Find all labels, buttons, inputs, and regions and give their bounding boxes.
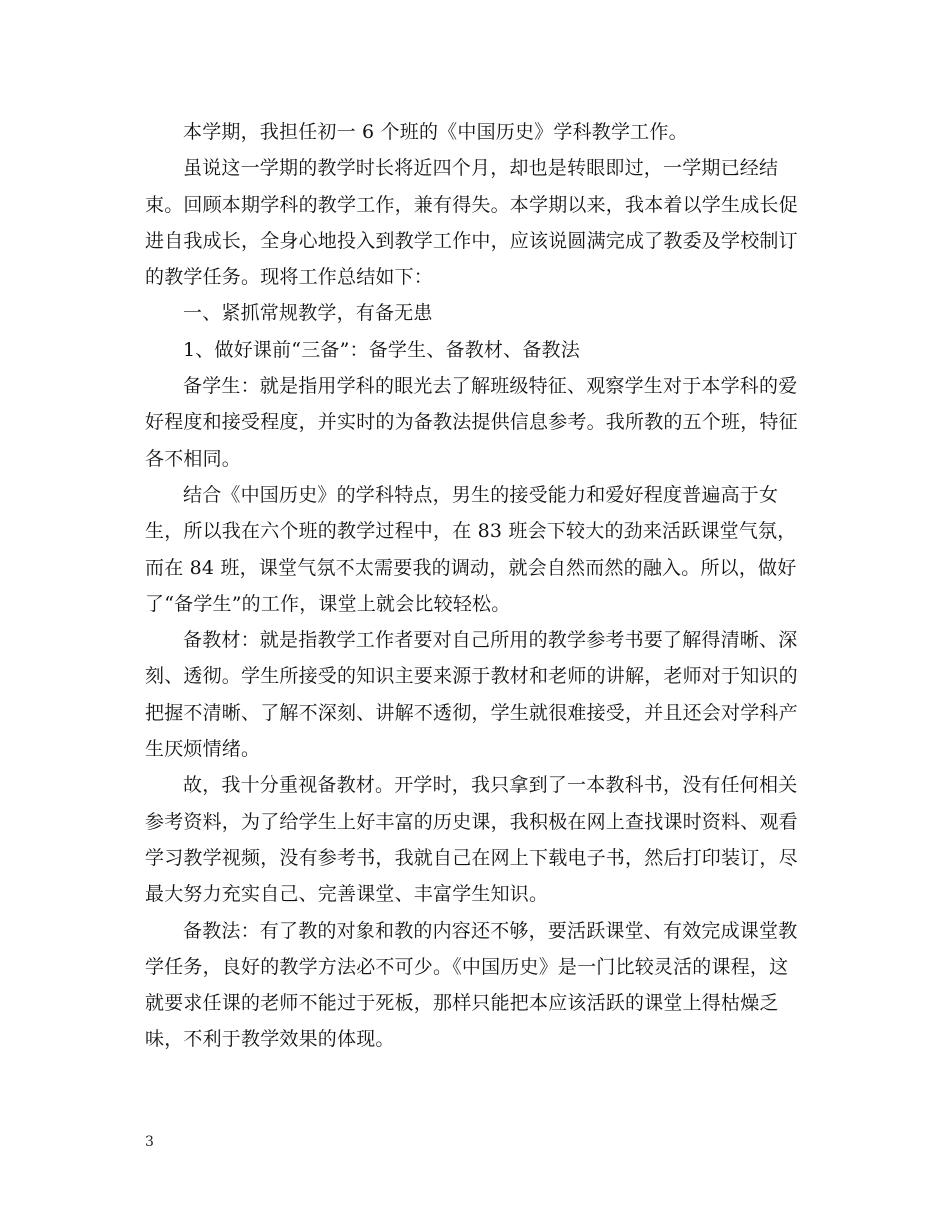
paragraph-material-preparation-details: 故，我十分重视备教材。开学时，我只拿到了一本教科书，没有任何相关参考资料，为了给学生上好丰富的历史课，我积极在网上查找课时资料、观看学习教学视频，没有参考书，我就自己在网上下载电子书，然后打印装订，尽最大努力充实自己、完善课堂、丰富学生知识。 [145, 774, 798, 906]
paragraph-class-characteristics: 结合《中国历史》的学科特点，男生的接受能力和爱好程度普遍高于女生，所以我在六个班的教学过程中，在 83 班会下较大的劲来活跃课堂气氛，而在 84 班，课堂气氛不太需要我的调动，就会自然而然的融入。所以，做好了“备学生”的工作，课堂上就会比较轻松。 [145, 483, 797, 615]
page-number: 3 [145, 1134, 154, 1150]
paragraph-prepare-students: 备学生：就是指用学科的眼光去了解班级特征、观察学生对于本学科的爱好程度和接受程度，并实时的为备教法提供信息参考。我所教的五个班，特征各不相同。 [145, 375, 798, 470]
section-heading: 一、紧抓常规教学，有备无患 [183, 302, 433, 325]
paragraph-overview: 虽说这一学期的教学时长将近四个月，却也是转眼即过，一学期已经结束。回顾本期学科的教学工作，兼有得失。本学期以来，我本着以学生成长促进自我成长，全身心地投入到教学工作中，应该说圆满完成了教委及学校制订的教学任务。现将工作总结如下： [145, 157, 798, 289]
subsection-heading: 1、做好课前“三备”：备学生、备教材、备教法 [183, 338, 580, 361]
paragraph-prepare-materials: 备教材：就是指教学工作者要对自己所用的教学参考书要了解得清晰、深刻、透彻。学生所接受的知识主要来源于教材和老师的讲解，老师对于知识的把握不清晰、了解不深刻、讲解不透彻，学生就很难接受，并且还会对学科产生厌烦情绪。 [145, 629, 798, 761]
paragraph-intro: 本学期，我担任初一 6 个班的《中国历史》学科教学工作。 [183, 121, 688, 143]
paragraph-prepare-methods: 备教法：有了教的对象和教的内容还不够，要活跃课堂、有效完成课堂教学任务，良好的教学方法必不可少。《中国历史》是一门比较灵活的课程，这就要求任课的老师不能过于死板，那样只能把本应该活跃的课堂上得枯燥乏味，不利于教学效果的体现。 [145, 919, 798, 1051]
document-body [145, 114, 805, 1058]
